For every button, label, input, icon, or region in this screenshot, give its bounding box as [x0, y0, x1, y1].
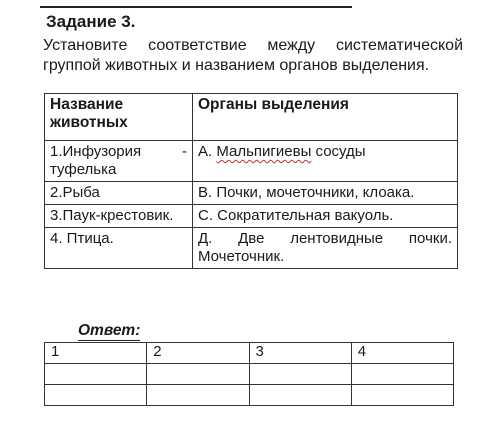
answer-column-3: 3	[249, 343, 351, 364]
organ-option-a: А. Мальпигиевы сосуды	[198, 143, 366, 160]
organ-cell: С. Сократительная вакуоль.	[193, 205, 458, 228]
organ-cell	[193, 141, 458, 182]
answer-cell[interactable]	[249, 385, 351, 406]
top-divider-line	[40, 6, 352, 8]
header-animal-name: Название животных	[45, 94, 193, 141]
organ-cell: Д. Две лентовидные почки. Мочеточник.	[193, 228, 458, 269]
answer-cell[interactable]	[351, 385, 453, 406]
matching-table	[44, 93, 458, 269]
table-row	[45, 228, 458, 269]
table-row	[45, 182, 458, 205]
animal-cell: 1.Инфузория - туфелька	[45, 141, 193, 182]
answer-grid	[44, 342, 454, 406]
answer-cell[interactable]	[147, 385, 249, 406]
answer-cell[interactable]	[45, 364, 147, 385]
animal-cell: 4. Птица.	[45, 228, 193, 269]
task-instructions: Установите соответствие между систематической группой животных и названием органов выделения.	[43, 37, 463, 74]
answer-header-row	[45, 343, 454, 364]
answer-label: Ответ:	[78, 322, 141, 339]
animal-cell: 2.Рыба	[45, 182, 193, 205]
task-title: Задание 3.	[46, 12, 136, 31]
table-row	[45, 205, 458, 228]
answer-column-2: 2	[147, 343, 249, 364]
answer-row	[45, 385, 454, 406]
matching-table-header	[45, 94, 458, 141]
answer-cell[interactable]	[147, 364, 249, 385]
answer-cell[interactable]	[249, 364, 351, 385]
table-row	[45, 141, 458, 182]
answer-column-1: 1	[45, 343, 147, 364]
spellcheck-marked-word: Мальпигиевы	[216, 143, 312, 160]
organ-cell: В. Почки, мочеточники, клоака.	[193, 182, 458, 205]
animal-cell: 3.Паук-крестовик.	[45, 205, 193, 228]
answer-column-4: 4	[351, 343, 453, 364]
answer-row	[45, 364, 454, 385]
answer-cell[interactable]	[45, 385, 147, 406]
answer-cell[interactable]	[351, 364, 453, 385]
header-excretory-organs: Органы выделения	[193, 94, 458, 141]
answer-label-underline	[78, 340, 140, 341]
